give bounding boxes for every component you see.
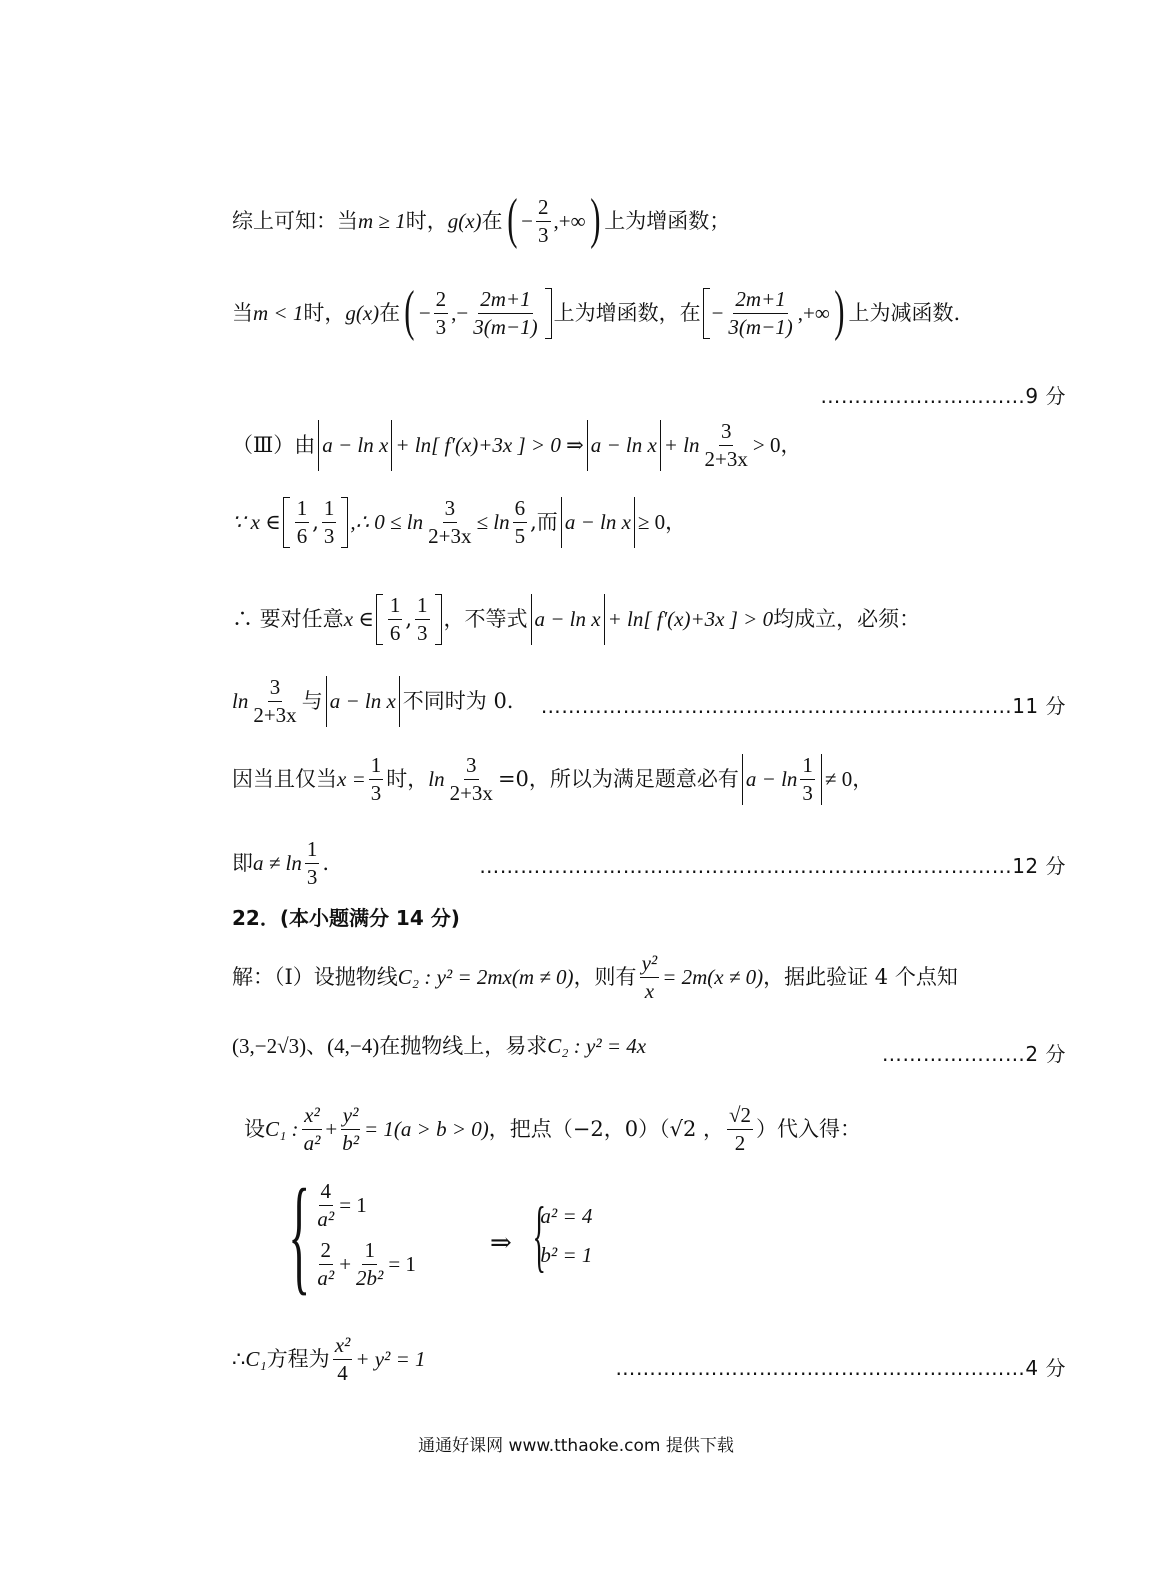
- equation-system-left: { $\frac{4}{\text{a²}}$ = 1 $\frac{2}{\text{a²}}$ + $\frac{1}{\text{2b²}}$ = 1: [288, 1163, 416, 1307]
- score-9: …………………………9 分: [820, 384, 1066, 408]
- line-5: ∴ 要对任意 x ∈ $\frac{1}{6}$ , $\frac{1}{3}$ ，不等式 a − ln x + ln[ f′(x)+3x ] > 0 均成立，必须：: [232, 593, 921, 646]
- math: C₁: [245, 1347, 267, 1372]
- fraction: $\frac{3}{2+3x}$: [428, 496, 472, 549]
- text: 上为增函数，在: [553, 301, 701, 326]
- math: (3,−2√3): [232, 1034, 307, 1058]
- line-9: 解：（Ⅰ）设抛物线 C₂ : y² = 2mx(m ≠ 0) ，则有 $\frac{\text{y²}}{x}$ = 2m(x ≠ 0) ，据此验证 4 个点知: [232, 951, 958, 1004]
- text: ，则有: [573, 965, 637, 990]
- line-7: 因当且仅当 x = $\frac{1}{3}$ 时， ln $\frac{3}{2+3x}$ =0，所以为满足题意必有 a − ln $\frac{1}{3}$ ≠ 0，: [232, 753, 874, 806]
- math: m ≥ 1: [358, 209, 406, 234]
- text: 与: [301, 689, 323, 714]
- line-8: 即 a ≠ ln $\frac{1}{3}$ .: [232, 837, 330, 890]
- math: ,+∞: [553, 209, 586, 234]
- text: =0，所以为满足题意必有: [497, 767, 739, 792]
- text: 时，: [386, 767, 429, 792]
- fraction: $\frac{3}{2+3x}$: [704, 419, 748, 472]
- text: （Ⅲ）由: [232, 433, 316, 458]
- text: 在: [379, 301, 401, 326]
- left-brace: {: [288, 1163, 311, 1307]
- math: ≤ ln: [476, 510, 510, 535]
- score-2: …………………2 分: [881, 1042, 1066, 1066]
- math: m < 1: [253, 301, 304, 326]
- text: ，不等式: [443, 607, 528, 632]
- math: C₂ : y² = 4x: [547, 1034, 647, 1058]
- math: > 0，: [752, 433, 802, 458]
- line-4: ∵ x ∈ $\frac{1}{6}$ , $\frac{1}{3}$ ,∴ 0 ≤ ln $\frac{3}{2+3x}$ ≤ ln $\frac{6}{5}$ ,而 a − ln x ≥ 0，: [232, 496, 687, 549]
- line-2: 当 m < 1 时， g(x) 在 ( − $\frac{2}{3}$ ,− $\frac{2m+1}{3(m-1)}$ 上为增函数，在 − $\frac{2m+1}{3(m-1)}$ ,+∞ ) 上为减函数.: [232, 279, 961, 342]
- line-10: (3,−2√3) 、 (4,−4) 在抛物线上，易求 C₂ : y² = 4x: [232, 1034, 647, 1058]
- text: 时，: [303, 301, 346, 326]
- left-paren: (: [506, 187, 517, 250]
- text: 时，: [405, 209, 448, 234]
- right-bracket: [545, 288, 552, 339]
- math: x ∈: [343, 607, 374, 632]
- fraction: $\frac{6}{5}$: [514, 496, 526, 549]
- text: 在: [481, 209, 503, 234]
- math: C₂ : y² = 2mx(m ≠ 0): [397, 965, 574, 990]
- fraction: $\frac{1}{6}$: [296, 496, 308, 549]
- math: + ln[ f′(x)+3x ] > 0: [607, 607, 774, 632]
- math: x =: [337, 767, 366, 792]
- fraction: $\frac{2}{3}$: [538, 195, 549, 248]
- equation-system-right: { a² = 4 b² = 1: [532, 1192, 593, 1280]
- text: 因当且仅当: [232, 767, 337, 792]
- math: + ln: [663, 433, 700, 458]
- score-4: ……………………………………………………4 分: [615, 1356, 1066, 1380]
- text: 不同时为 0.: [402, 689, 514, 714]
- text: 即: [232, 851, 253, 876]
- math: ≥ 0，: [637, 510, 687, 535]
- line-3: （Ⅲ）由 a − ln x + ln[ f′(x)+3x ] > 0 ⇒ a − ln x + ln $\frac{3}{2+3x}$ > 0，: [232, 419, 802, 472]
- text: ,而: [530, 510, 558, 535]
- fraction: $\frac{1}{3}$: [323, 496, 335, 549]
- left-paren: (: [404, 279, 415, 342]
- math: ≠ 0，: [824, 767, 874, 792]
- left-brace: {: [532, 1192, 546, 1280]
- line-11: 设 C₁ : $\frac{\text{x²}}{\text{a²}}$ + $\frac{\text{y²}}{\text{b²}}$ = 1(a > b > 0) ，把点（−2，0）（√2 ， $\frac{√2}{2}$ ）代入得：: [244, 1103, 862, 1156]
- line-12: ∴ C₁ 方程为 $\frac{\text{x²}}{4}$ + y² = 1: [232, 1333, 426, 1386]
- line-1: 综上可知：当 m ≥ 1 时， g(x) 在 ( − $\frac{2}{3}$ ,+∞ ) 上为增函数；: [232, 187, 731, 250]
- footer-source: 通通好课网 www.tthaoke.com 提供下载: [418, 1436, 734, 1456]
- fraction: $\frac{2}{3}$: [435, 287, 447, 340]
- text: ，据此验证 4 个点知: [763, 965, 958, 990]
- text: 方程为: [266, 1347, 330, 1372]
- text: 上为减函数.: [848, 301, 961, 326]
- math: + y² = 1: [355, 1347, 426, 1372]
- math: a ≠ ln: [253, 851, 302, 876]
- right-paren: ): [589, 187, 601, 250]
- text: ，把点（−2，0）（√2 ，: [488, 1117, 724, 1142]
- math: g(x): [447, 209, 482, 234]
- math: g(x): [345, 301, 380, 326]
- math: (4,−4): [327, 1034, 380, 1058]
- text: ）代入得：: [756, 1117, 862, 1142]
- text: 综上可知：当: [232, 209, 358, 234]
- score-12: ……………………………………………………………………12 分: [479, 854, 1066, 878]
- math: C₁ :: [265, 1117, 299, 1142]
- math: ln: [232, 689, 249, 714]
- text: 在抛物线上，易求: [379, 1034, 548, 1058]
- line-6: ln $\frac{3}{2+3x}$ 与 a − ln x 不同时为 0.: [232, 675, 514, 728]
- left-bracket: [703, 288, 710, 339]
- right-paren: ): [834, 279, 845, 342]
- fraction: $\frac{2m+1}{3(m-1)}$: [473, 287, 538, 340]
- question-22-heading: 22．(本小题满分 14 分): [232, 906, 460, 930]
- score-11: ……………………………………………………………11 分: [540, 694, 1066, 718]
- fraction: $\frac{2m+1}{3(m-1)}$: [728, 287, 793, 340]
- text: 当: [232, 301, 253, 326]
- math: a − ln x: [322, 433, 389, 458]
- text: ∴ 要对任意: [232, 607, 344, 632]
- implies-arrow: ⇒: [490, 1228, 512, 1258]
- text: 均成立，必须：: [773, 607, 921, 632]
- math: ∵ x ∈: [232, 510, 281, 535]
- math: ,∴ 0 ≤ ln: [350, 510, 424, 535]
- text: 解：（Ⅰ）设抛物线: [232, 965, 398, 990]
- math: = 2m(x ≠ 0): [662, 965, 764, 990]
- math: + ln[ f′(x)+3x ] > 0 ⇒: [395, 433, 584, 458]
- math: = 1(a > b > 0): [364, 1117, 489, 1142]
- text: 上为增函数；: [604, 209, 731, 234]
